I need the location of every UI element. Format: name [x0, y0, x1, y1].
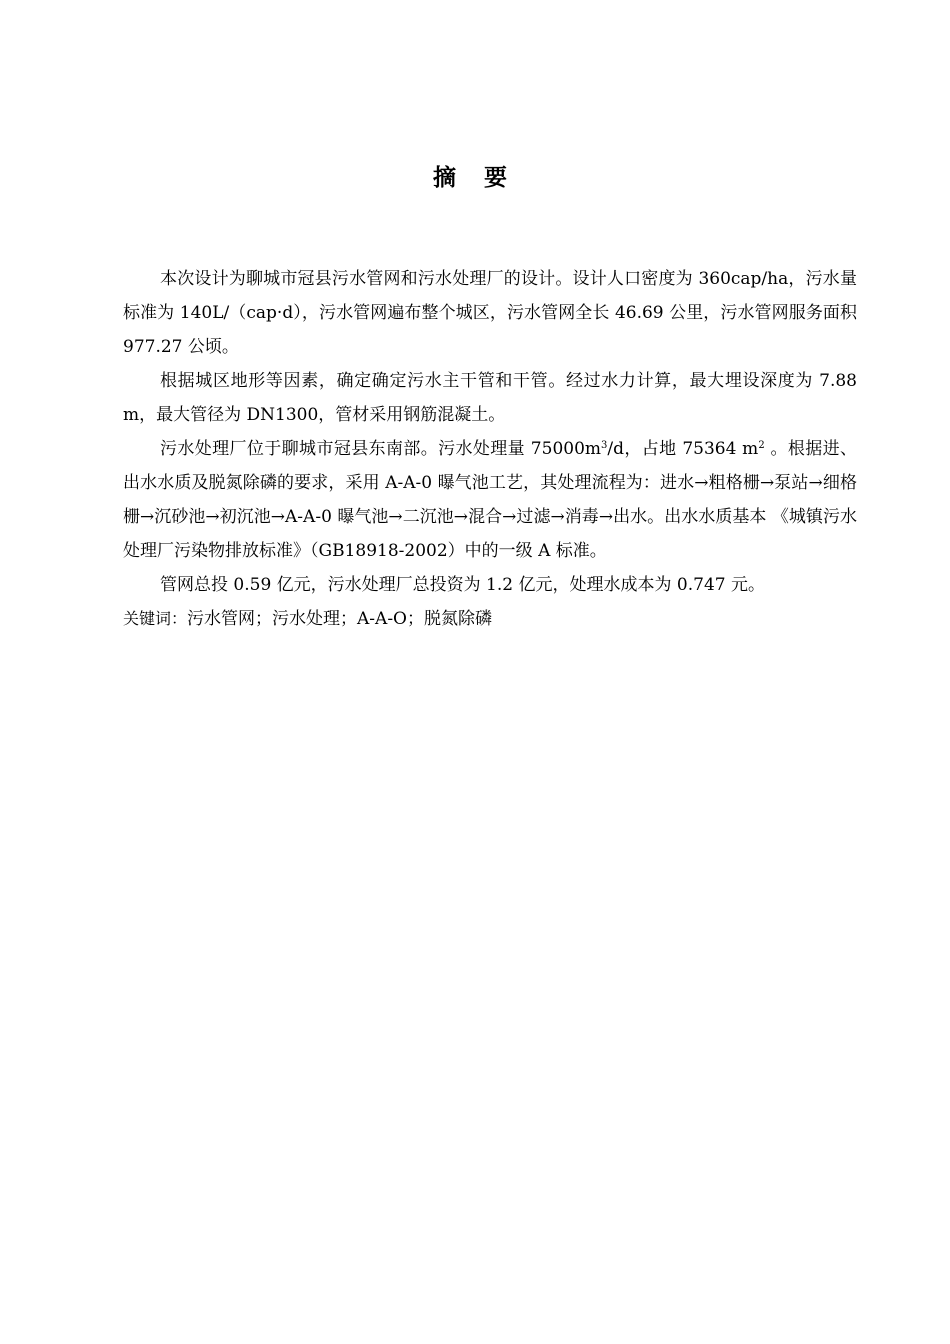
- superscript-cubed: 3: [601, 440, 608, 451]
- paragraph-segment: 污水处理厂位于聊城市冠县东南部。污水处理量 75000m: [160, 439, 602, 459]
- keywords-line: [123, 602, 857, 636]
- abstract-title: 摘 要: [432, 165, 517, 191]
- paragraph-investment: 管网总投 0.59 亿元，污水处理厂总投资为 1.2 亿元，处理水成本为 0.747 元。: [160, 575, 765, 595]
- paragraph-segment: /d，占地 75364 m: [607, 439, 759, 459]
- abstract-body: [123, 262, 857, 636]
- keywords-label: 关键词：: [123, 609, 188, 628]
- paragraph-segment: 。根据进、出水水质及脱氮除磷的要求，采用 A-A-0 曝气池工艺，其处理流程为：进水→粗格栅→泵站→细格栅→沉砂池→初沉池→A-A-0 曝气池→二沉池→混合→过滤→消毒→出水。出水水质基本 《城镇污水处理厂污染物排放标准》（GB18918-2002）中的一级 A 标准。: [123, 439, 858, 561]
- paragraph-pipe-network: 根据城区地形等因素，确定确定污水主干管和干管。经过水力计算，最大埋设深度为 7.88m，最大管径为 DN1300，管材采用钢筋混凝土。: [123, 371, 857, 425]
- paragraph-design-overview: 本次设计为聊城市冠县污水管网和污水处理厂的设计。设计人口密度为 360cap/ha，污水量标准为 140L/（cap·d），污水管网遍布整个城区，污水管网全长 46.69 公里，污水管网服务面积 977.27 公顷。: [123, 269, 857, 357]
- paragraph-treatment-plant: [123, 432, 857, 568]
- superscript-squared: 2: [758, 440, 765, 451]
- keywords-value: 污水管网；污水处理；A-A-O；脱氮除磷: [187, 609, 492, 629]
